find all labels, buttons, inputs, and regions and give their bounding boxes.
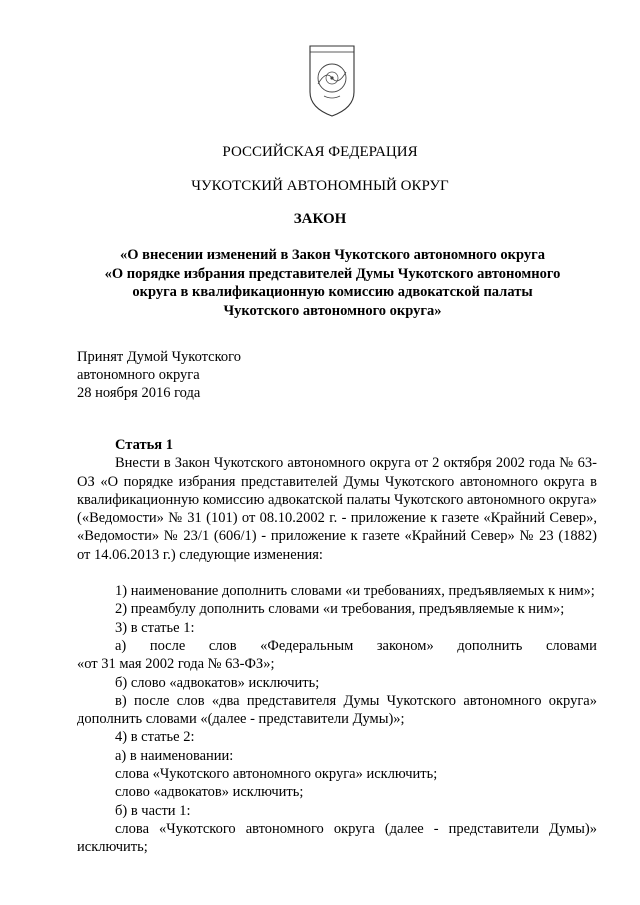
amendment-subitem: б) в части 1: <box>115 802 191 819</box>
law-title-line: округа в квалификационную комиссию адвокатской палаты <box>132 284 533 300</box>
amendment-item: 2) преамбулу дополнить словами «и требования, предъявляемые к ним»; <box>115 601 565 618</box>
law-title-line: Чукотского автономного округа» <box>223 302 442 319</box>
region-heading: ЧУКОТСКИЙ АВТОНОМНЫЙ ОКРУГ <box>191 178 449 194</box>
country-heading: РОССИЙСКАЯ ФЕДЕРАЦИЯ <box>222 144 418 160</box>
adoption-line: Принят Думой Чукотского <box>77 349 242 365</box>
word: «Федеральным <box>260 637 354 654</box>
amendment-subitem: в) после слов «два представителя Думы Чукотского автономного округа» дополнить словами «(далее - представители Думы)»; <box>77 692 597 728</box>
article-heading: Статья 1 <box>115 437 173 453</box>
law-title-line: «О внесении изменений в Закон Чукотского автономного округа <box>120 247 545 263</box>
amendment-item: 1) наименование дополнить словами «и требованиях, предъявляемых к ним»; <box>115 583 595 600</box>
word: дополнить <box>457 637 523 654</box>
amendment-subitem-cont: «от 31 мая 2002 года № 63-ФЗ»; <box>77 656 275 673</box>
amendment-item: 3) в статье 1: <box>115 619 195 636</box>
adoption-line: автономного округа <box>77 367 200 383</box>
word: после <box>149 637 186 654</box>
amendment-line: слова «Чукотского автономного округа (далее - представители Думы)» исключить; <box>77 820 597 856</box>
law-title-line: «О порядке избрания представителей Думы Чукотского автономного <box>104 265 561 282</box>
article-intro: Внести в Закон Чукотского автономного округа от 2 октября 2002 года № 63-ОЗ «О порядке избрания представителей Думы Чукотского автономного округа в квалификационную комиссию адвокатской палаты Чукотского автономного округа» («Ведомости» № 31 (101) от 08.10.2002 г. - приложение к газете «Крайний Север», «Ведомости» № 23/1 (606/1) - приложение к газете «Крайний Север» № 23 (1882) от 14.06.2013 г.) следующие изменения: <box>77 455 597 563</box>
article-1 <box>77 436 597 857</box>
word: законом» <box>376 637 434 654</box>
amendment-item: 4) в статье 2: <box>115 729 195 746</box>
amendment-subitem: а) в наименовании: <box>115 747 234 764</box>
adoption-date: 28 ноября 2016 года <box>77 385 201 401</box>
coat-of-arms-icon <box>296 40 368 120</box>
amendment-subitem: б) слово «адвокатов» исключить; <box>115 674 320 691</box>
adoption-block <box>77 348 241 402</box>
amendment-line: слова «Чукотского автономного округа» исключить; <box>115 766 438 783</box>
amendment-subitem <box>77 637 597 655</box>
word: слов <box>208 637 237 654</box>
word: словами <box>545 637 597 654</box>
word: а) <box>115 637 127 654</box>
law-title <box>80 246 585 320</box>
amendment-line: слово «адвокатов» исключить; <box>115 784 304 801</box>
document-type-heading: ЗАКОН <box>293 211 347 227</box>
